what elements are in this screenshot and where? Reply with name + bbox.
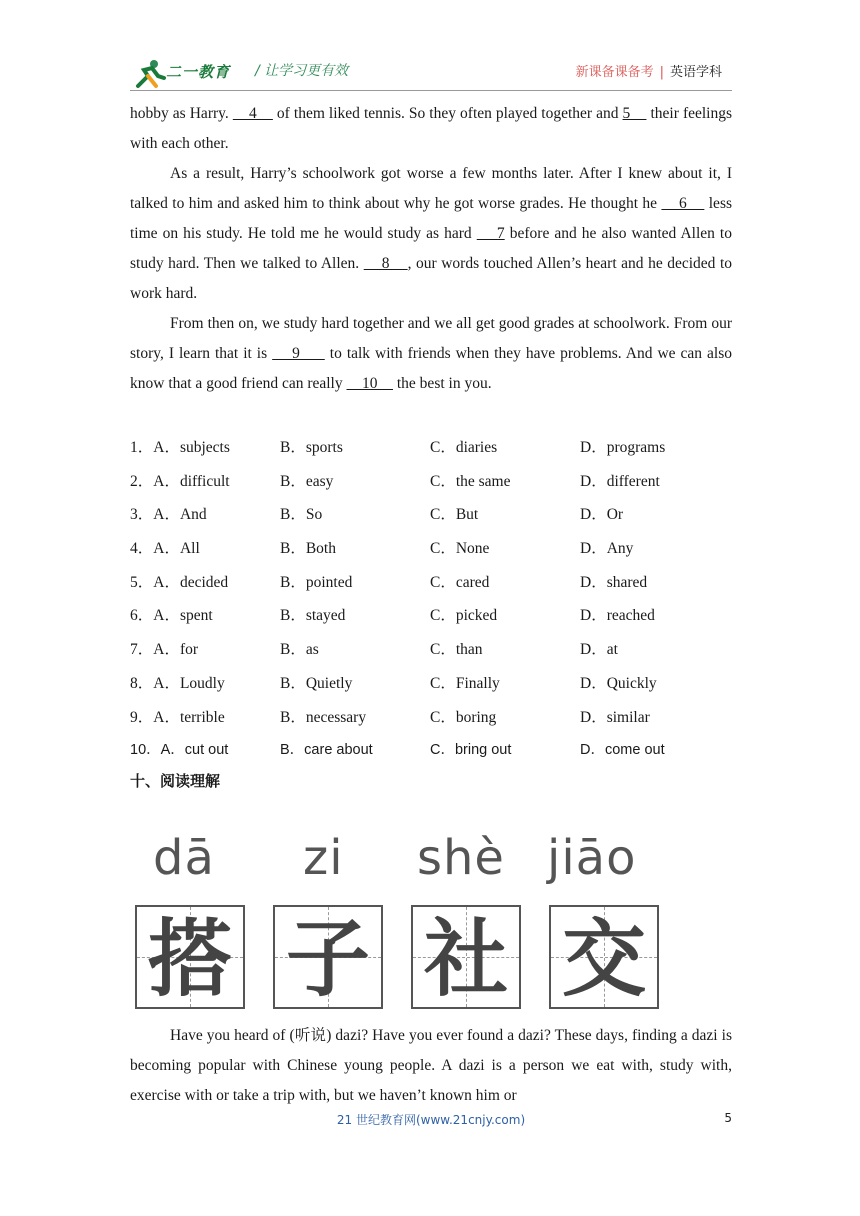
option-a: 1．A．subjects <box>130 439 230 456</box>
blank-7: 7 <box>476 225 505 242</box>
option-row <box>130 733 732 767</box>
option-b: B．Both <box>280 540 336 558</box>
runner-logo-icon <box>130 56 170 92</box>
option-c: C．than <box>430 641 483 659</box>
header-divider <box>130 90 732 91</box>
option-c: C．But <box>430 506 479 524</box>
character-box <box>549 905 659 1009</box>
option-c: C．boring <box>430 708 497 726</box>
option-d: D．similar <box>580 708 650 726</box>
pinyin-4: jiāo <box>547 830 637 886</box>
passage-text: the best in you. <box>393 375 492 392</box>
option-b: B．sports <box>280 439 343 456</box>
passage-paragraph-1 <box>130 99 732 159</box>
header-course-label: 新课备课备考 <box>575 65 654 80</box>
option-d: D．shared <box>580 573 648 591</box>
passage-paragraph-3 <box>130 309 732 399</box>
option-row <box>130 464 732 498</box>
option-c: C．Finally <box>430 674 500 692</box>
blank-6: 6 <box>661 195 705 212</box>
option-row <box>130 531 732 565</box>
option-c: C．diaries <box>430 439 498 456</box>
option-a: 7．A．for <box>130 641 199 659</box>
option-b: B．easy <box>280 472 334 490</box>
option-c: C．bring out <box>430 742 512 759</box>
passage-text: As a result, Harry’s schoolwork got worse a few months later. After I knew about it, I talked to him and asked him to think about why he got worse grades. He thought he <box>130 165 732 212</box>
option-d: D．come out <box>580 742 665 759</box>
option-b: B．care about <box>280 742 373 759</box>
pinyin-3: shè <box>417 830 505 886</box>
option-d: D．programs <box>580 439 666 456</box>
option-row <box>130 598 732 632</box>
option-a: 8．A．Loudly <box>130 674 225 692</box>
character: 子 <box>285 910 370 1008</box>
option-b: B．stayed <box>280 607 346 625</box>
option-row <box>130 632 732 666</box>
option-b: B．Quietly <box>280 674 353 692</box>
logo-text: 二一教育 <box>166 63 231 81</box>
option-c: C．the same <box>430 472 511 490</box>
logo <box>130 56 242 92</box>
option-d: D．different <box>580 472 660 490</box>
option-c: C．None <box>430 540 490 558</box>
reading-text: Have you heard of (听说) dazi? Have you ever found a dazi? These days, finding a dazi is becoming popular with Chinese young people. A dazi is a person we eat with, study with, exercise with or take a trip with, but we haven’t known him or <box>130 1027 732 1104</box>
header-right <box>576 61 722 80</box>
passage-text: their feelings with each other. <box>130 105 733 152</box>
character-box <box>411 905 521 1009</box>
option-c: C．cared <box>430 573 490 591</box>
header-subject-label: 英语学科 <box>669 65 722 80</box>
passage-text: From then on, we study hard together and we all get good grades at schoolwork. From our story, I learn that it is <box>130 315 732 362</box>
pinyin-row <box>135 830 660 890</box>
passage-text: to talk with friends when they have problems. And we can also know that a good friend can really <box>130 345 733 392</box>
pinyin-1: dā <box>153 830 215 886</box>
passage-text: less time on his study. He told me he would study as hard <box>130 195 733 242</box>
section-title: 十、阅读理解 <box>130 772 221 790</box>
option-a: 4．A．All <box>130 540 200 558</box>
page-header <box>130 56 732 92</box>
option-d: D．Or <box>580 506 624 524</box>
option-row <box>130 565 732 599</box>
passage-text: , our words touched Allen’s heart and he decided to work hard. <box>130 255 732 302</box>
header-separator: | <box>659 65 664 80</box>
option-row <box>130 430 732 464</box>
option-d: D．reached <box>580 607 655 625</box>
option-b: B．pointed <box>280 573 353 591</box>
header-slogan: / 让学习更有效 <box>255 63 349 79</box>
option-a: 10．A．cut out <box>130 742 229 759</box>
character: 交 <box>561 910 646 1008</box>
option-a: 6．A．spent <box>130 607 213 625</box>
character-box <box>135 905 245 1009</box>
blank-8: 8 <box>363 255 408 272</box>
character-grid <box>135 905 660 1011</box>
passage-text: of them liked tennis. So they often played together and <box>272 105 623 122</box>
option-row <box>130 700 732 734</box>
passage-paragraph-2 <box>130 159 732 309</box>
option-c: C．picked <box>430 607 498 625</box>
passage-text: before and he also wanted Allen to study hard. Then we talked to Allen. <box>130 225 732 272</box>
blank-5: 5 <box>622 105 647 122</box>
character: 社 <box>423 910 508 1008</box>
option-row <box>130 497 732 531</box>
blank-9: 9 <box>272 345 325 362</box>
reading-paragraph <box>130 1021 732 1111</box>
pinyin-2: zi <box>303 830 344 886</box>
options-list <box>130 430 732 767</box>
page-number: 5 <box>724 1111 732 1125</box>
blank-4: 4 <box>232 105 273 122</box>
option-a: 3．A．And <box>130 506 207 524</box>
option-a: 9．A．terrible <box>130 708 225 726</box>
option-a: 2．A．difficult <box>130 472 230 490</box>
character-box <box>273 905 383 1009</box>
blank-10: 10 <box>346 375 393 392</box>
option-b: B．necessary <box>280 708 367 726</box>
footer-source: 21 世纪教育网(www.21cnjy.com) <box>336 1113 526 1127</box>
option-a: 5．A．decided <box>130 573 229 591</box>
option-d: D．at <box>580 641 618 659</box>
option-d: D．Any <box>580 540 634 558</box>
character: 搭 <box>147 910 232 1008</box>
option-b: B．as <box>280 641 319 659</box>
option-d: D．Quickly <box>580 674 657 692</box>
option-row <box>130 666 732 700</box>
passage-text: hobby as Harry. <box>130 105 233 122</box>
option-b: B．So <box>280 506 323 524</box>
